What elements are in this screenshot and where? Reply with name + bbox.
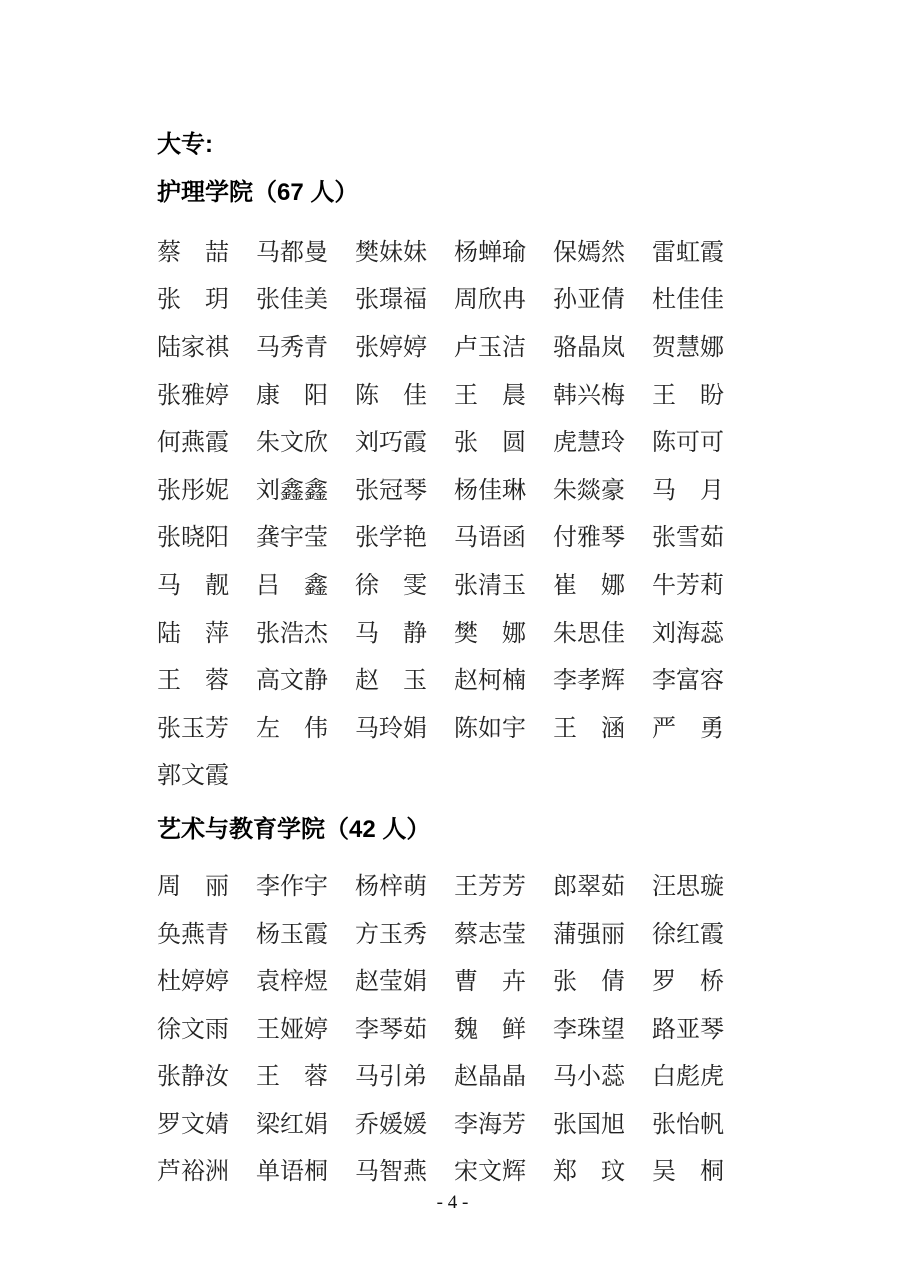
student-name: 蔡志莹: [454, 921, 526, 948]
student-name: 朱文欣: [256, 430, 328, 457]
student-name: 杜佳佳: [652, 287, 724, 314]
student-name: 卢玉洁: [454, 334, 526, 361]
student-name: 袁梓煜: [256, 969, 328, 996]
student-name: 马引弟: [355, 1064, 427, 1091]
student-name: 梁红娟: [256, 1111, 328, 1138]
student-name: 杨梓萌: [355, 873, 427, 900]
student-name: 孙亚倩: [553, 287, 625, 314]
student-name: 曹 卉: [454, 969, 526, 996]
student-name: 马 月: [652, 477, 724, 504]
student-name: 徐文雨: [157, 1016, 229, 1043]
page-number: - 4 -: [436, 1192, 469, 1213]
student-name: 郭文霞: [157, 763, 229, 790]
student-name: 马 静: [355, 620, 427, 647]
student-name: 张怡帆: [652, 1111, 724, 1138]
name-row: [157, 705, 724, 753]
student-name: 付雅琴: [553, 525, 625, 552]
student-name: 贺慧娜: [652, 334, 724, 361]
student-name: 杨蝉瑜: [454, 239, 526, 266]
student-name: 李珠望: [553, 1016, 625, 1043]
student-name: 赵 玉: [355, 668, 427, 695]
sections-container: [157, 178, 724, 1196]
college-section: [157, 178, 724, 800]
student-name: 牛芳莉: [652, 572, 724, 599]
student-name: 罗文婧: [157, 1111, 229, 1138]
student-name: 张佳美: [256, 287, 328, 314]
student-name: 周欣冉: [454, 287, 526, 314]
student-name: 郎翠茹: [553, 873, 625, 900]
student-name: 路亚琴: [652, 1016, 724, 1043]
student-name: 吕 鑫: [256, 572, 328, 599]
name-rows: [157, 229, 724, 800]
student-name: 魏 鲜: [454, 1016, 526, 1043]
student-name: 朱思佳: [553, 620, 625, 647]
student-name: 王 盼: [652, 382, 724, 409]
student-name: 李富容: [652, 668, 724, 695]
student-name: 何燕霞: [157, 430, 229, 457]
name-row: [157, 1149, 724, 1197]
student-name: 赵莹娟: [355, 969, 427, 996]
student-name: 王 晨: [454, 382, 526, 409]
name-row: [157, 419, 724, 467]
name-row: [157, 515, 724, 563]
student-name: 赵柯楠: [454, 668, 526, 695]
student-name: 陆家祺: [157, 334, 229, 361]
student-name: 严 勇: [652, 715, 724, 742]
student-name: 陈 佳: [355, 382, 427, 409]
student-name: 张 圆: [454, 430, 526, 457]
name-rows: [157, 863, 724, 1196]
student-name: 刘海蕊: [652, 620, 724, 647]
student-name: 芦裕洲: [157, 1159, 229, 1186]
student-name: 陈如宇: [454, 715, 526, 742]
student-name: 张浩杰: [256, 620, 328, 647]
student-name: 马智燕: [355, 1159, 427, 1186]
student-name: 康 阳: [256, 382, 328, 409]
student-name: 杨佳琳: [454, 477, 526, 504]
degree-heading: 大专:: [157, 131, 213, 158]
student-name: 陆 萍: [157, 620, 229, 647]
name-row: [157, 958, 724, 1006]
student-name: 白彪虎: [652, 1064, 724, 1091]
student-name: 王 蓉: [157, 668, 229, 695]
student-name: 朱燚豪: [553, 477, 625, 504]
student-name: 马玲娟: [355, 715, 427, 742]
name-row: [157, 277, 724, 325]
student-name: 马小蕊: [553, 1064, 625, 1091]
student-name: 高文静: [256, 668, 328, 695]
name-row: [157, 372, 724, 420]
document-content: [157, 130, 724, 1196]
student-name: 李琴茹: [355, 1016, 427, 1043]
section-title: 护理学院（67 人）: [157, 179, 359, 206]
name-row: [157, 1101, 724, 1149]
name-row: [157, 657, 724, 705]
student-name: 李海芳: [454, 1111, 526, 1138]
name-row: [157, 1054, 724, 1102]
student-name: 杨玉霞: [256, 921, 328, 948]
student-name: 崔 娜: [553, 572, 625, 599]
student-name: 方玉秀: [355, 921, 427, 948]
student-name: 单语桐: [256, 1159, 328, 1186]
name-row: [157, 467, 724, 515]
student-name: 王娅婷: [256, 1016, 328, 1043]
student-name: 杜婷婷: [157, 969, 229, 996]
student-name: 赵晶晶: [454, 1064, 526, 1091]
section-title: 艺术与教育学院（42 人）: [157, 816, 431, 844]
student-name: 周 丽: [157, 873, 229, 900]
student-name: 张清玉: [454, 572, 526, 599]
college-section: [157, 815, 724, 1196]
student-name: 张雪茹: [652, 525, 724, 552]
student-name: 乔媛媛: [355, 1111, 427, 1138]
student-name: 樊妹妹: [355, 239, 427, 266]
student-name: 奂燕青: [157, 921, 229, 948]
student-name: 龚宇莹: [256, 525, 328, 552]
student-name: 张学艳: [355, 525, 427, 552]
student-name: 樊 娜: [454, 620, 526, 647]
student-name: 蔡 喆: [157, 239, 229, 266]
student-name: 张晓阳: [157, 525, 229, 552]
name-row: [157, 229, 724, 277]
student-name: 刘巧霞: [355, 430, 427, 457]
student-name: 保嫣然: [553, 239, 625, 266]
student-name: 马语函: [454, 525, 526, 552]
student-name: 张婷婷: [355, 334, 427, 361]
name-row: [157, 562, 724, 610]
student-name: 张 倩: [553, 969, 625, 996]
student-name: 蒲强丽: [553, 921, 625, 948]
student-name: 吴 桐: [652, 1159, 724, 1186]
student-name: 张静汝: [157, 1064, 229, 1091]
student-name: 李孝辉: [553, 668, 625, 695]
student-name: 徐红霞: [652, 921, 724, 948]
student-name: 宋文辉: [454, 1159, 526, 1186]
student-name: 张玉芳: [157, 715, 229, 742]
student-name: 郑 玟: [553, 1159, 625, 1186]
name-row: [157, 753, 724, 801]
student-name: 骆晶岚: [553, 334, 625, 361]
student-name: 王芳芳: [454, 873, 526, 900]
student-name: 马都曼: [256, 239, 328, 266]
name-row: [157, 911, 724, 959]
student-name: 陈可可: [652, 430, 724, 457]
student-name: 马 靓: [157, 572, 229, 599]
student-name: 汪思璇: [652, 873, 724, 900]
student-name: 张冠琴: [355, 477, 427, 504]
name-row: [157, 1006, 724, 1054]
name-row: [157, 610, 724, 658]
student-name: 张璟福: [355, 287, 427, 314]
student-name: 李作宇: [256, 873, 328, 900]
student-name: 张 玥: [157, 287, 229, 314]
student-name: 张雅婷: [157, 382, 229, 409]
student-name: 刘鑫鑫: [256, 477, 328, 504]
student-name: 徐 雯: [355, 572, 427, 599]
student-name: 王 涵: [553, 715, 625, 742]
student-name: 虎慧玲: [553, 430, 625, 457]
student-name: 张彤妮: [157, 477, 229, 504]
student-name: 王 蓉: [256, 1064, 328, 1091]
student-name: 韩兴梅: [553, 382, 625, 409]
student-name: 雷虹霞: [652, 239, 724, 266]
student-name: 罗 桥: [652, 969, 724, 996]
student-name: 张国旭: [553, 1111, 625, 1138]
name-row: [157, 324, 724, 372]
name-row: [157, 863, 724, 911]
student-name: 马秀青: [256, 334, 328, 361]
student-name: 左 伟: [256, 715, 328, 742]
